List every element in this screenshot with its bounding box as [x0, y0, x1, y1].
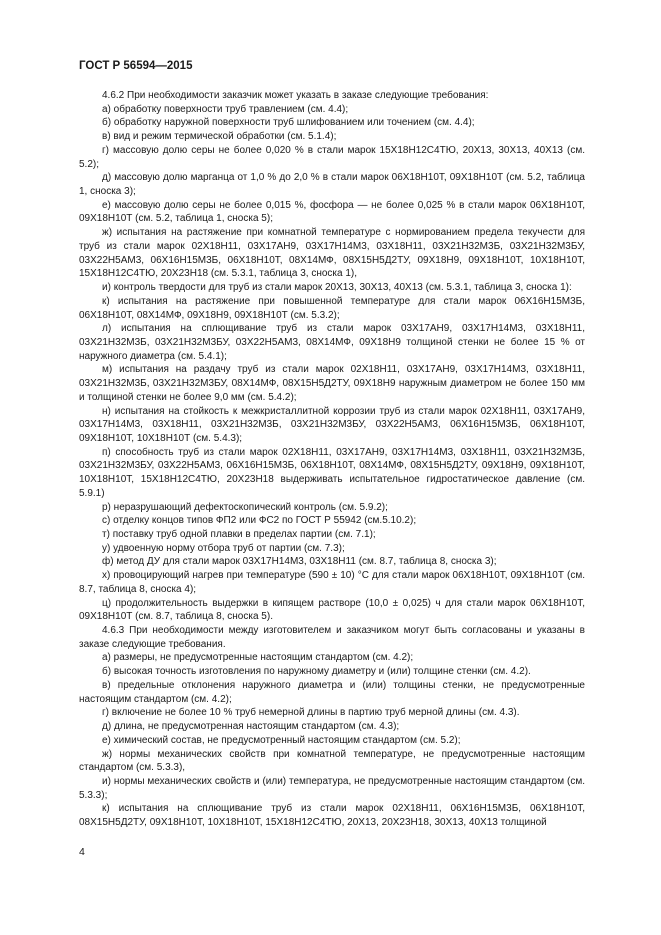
paragraph: х) провоцирующий нагрев при температуре (590 ± 10) °С для стали марок 06Х18Н10Т, 09Х18Н10Т (см. 8.7, таблица 8, сноска 4);: [79, 570, 585, 595]
paragraph: б) обработку наружной поверхности труб шлифованием или точением (см. 4.4);: [102, 117, 475, 129]
page-number: 4: [79, 846, 85, 858]
paragraph: у) удвоенную норму отбора труб от партии (см. 7.3);: [102, 542, 345, 554]
paragraph: п) способность труб из стали марок 02Х18Н11, 03Х17АН9, 03Х17Н14М3, 03Х18Н11, 03Х21Н32М3Б, 03Х21Н32М3БУ, 03Х22Н5АМ3, 06Х16Н15М3Б, 06Х18Н10Т, 08Х14МФ, 08Х15Н5Д2ТУ, 09Х18Н9, 09Х18Н10Т, 10Х18Н10Т, 15Х18Н12С4ТЮ, 20Х23Н18 выдерживать испытательное гидростатическое давление (см. 5.9.1): [79, 446, 585, 499]
paragraph: ф) метод ДУ для стали марок 03Х17Н14М3, 03Х18Н11 (см. 8.7, таблица 8, сноска 3);: [102, 556, 497, 568]
paragraph: н) испытания на стойкость к межкристаллитной коррозии труб из стали марок 02Х18Н11, 03Х17АН9, 03Х17Н14М3, 03Х18Н11, 03Х21Н32М3Б, 03Х21Н32М3БУ, 03Х22Н5АМ3, 06Х16Н15М3Б, 06Х18Н10Т, 09Х18Н10Т, 10Х18Н10Т (см. 5.4.3);: [79, 405, 585, 444]
paragraph: к) испытания на растяжение при повышенной температуре для стали марок 06Х16Н15М3Б, 06Х18Н10Т, 08Х14МФ, 09Х18Н9, 09Х18Н10Т (см. 5.3.2);: [79, 295, 585, 321]
paragraph: в) предельные отклонения наружного диаметра и (или) толщины стенки, не предусмотренные настоящим стандартом (см. 4.2);: [79, 679, 585, 705]
paragraph: и) контроль твердости для труб из стали марок 20Х13, 30Х13, 40Х13 (см. 5.3.1, таблица 3, сноска 1):: [102, 282, 572, 294]
paragraph: 4.6.2 При необходимости заказчик может указать в заказе следующие требования:: [102, 90, 489, 101]
paragraph: а) размеры, не предусмотренные настоящим стандартом (см. 4.2);: [102, 652, 414, 664]
paragraph: т) поставку труб одной плавки в пределах партии (см. 7.1);: [102, 529, 376, 540]
paragraph: б) высокая точность изготовления по наружному диаметру и (или) толщине стенки (см. 4.2).: [102, 666, 531, 678]
paragraph: е) массовую долю серы не более 0,015 %, фосфора — не более 0,025 % в стали марок 06Х18Н10Т, 09Х18Н10Т (см. 5.2, таблица 1, сноска 5);: [79, 199, 585, 225]
paragraph: м) испытания на раздачу труб из стали марок 02Х18Н11, 03Х17АН9, 03Х17Н14М3, 03Х18Н11, 03Х21Н32М3Б, 03Х21Н32М3БУ, 08Х14МФ, 08Х15Н5Д2ТУ, 09Х18Н9 наружным диаметром не более 150 мм и толщиной стенки не более 9,0 мм (см. 5.4.2);: [79, 364, 585, 403]
paragraph: а) обработку поверхности труб травлением (см. 4.4);: [102, 103, 349, 115]
paragraph: г) массовую долю серы не более 0,020 % в стали марок 15Х18Н12С4ТЮ, 20Х13, 30Х13, 40Х13 (см. 5.2);: [79, 144, 585, 170]
paragraph: е) химический состав, не предусмотренный настоящим стандартом (см. 5.2);: [102, 734, 461, 746]
document-body: [79, 89, 585, 830]
paragraph: и) нормы механических свойств и (или) температура, не предусмотренные настоящим стандартом (см. 5.3.3);: [79, 775, 585, 801]
paragraph: д) длина, не предусмотренная настоящим стандартом (см. 4.3);: [102, 721, 400, 733]
paragraph: с) отделку концов типов ФП2 или ФС2 по ГОСТ Р 55942 (см.5.10.2);: [102, 515, 417, 527]
paragraph: ж) испытания на растяжение при комнатной температуре с нормированием предела текучести для труб из стали марок 02Х18Н11, 03Х17АН9, 03Х17Н14М3, 03Х18Н11, 03Х21Н32М3Б, 03Х21Н32М3БУ, 03Х22Н5АМ3, 06Х16Н15М3Б, 06Х18Н10Т, 08Х14МФ, 08Х15Н5Д2ТУ, 09Х18Н9, 09Х18Н10Т, 10Х18Н10Т, 15Х18Н12С4ТЮ, 20Х23Н18 (см. 5.3.1, таблица 3, сноска 1),: [79, 227, 585, 280]
document-header: ГОСТ Р 56594—2015: [79, 60, 193, 72]
paragraph: р) неразрушающий дефектоскопический контроль (см. 5.9.2);: [102, 501, 388, 513]
paragraph: ц) продолжительность выдержки в кипящем растворе (10,0 ± 0,025) ч для стали марок 06Х18Н10Т, 09Х18Н10Т (см. 8.7, таблица 8, сноска 5).: [79, 597, 585, 623]
paragraph: г) включение не более 10 % труб немерной длины в партию труб мерной длины (см. 4.3).: [102, 707, 520, 719]
paragraph: ж) нормы механических свойств при комнатной температуре, не предусмотренные настоящим стандартом (см. 5.3.3),: [79, 748, 585, 774]
paragraph: 4.6.3 При необходимости между изготовителем и заказчиком могут быть согласованы и указаны в заказе следующие требования.: [79, 625, 585, 650]
paragraph: к) испытания на сплющивание труб из стали марок 02Х18Н11, 06Х16Н15М3Б, 06Х18Н10Т, 08Х15Н5Д2ТУ, 09Х18Н10Т, 10Х18Н10Т, 15Х18Н12С4ТЮ, 20Х13, 20Х23Н18, 30Х13, 40Х13 толщиной: [79, 803, 585, 829]
paragraph: в) вид и режим термической обработки (см. 5.1.4);: [102, 131, 337, 143]
paragraph: д) массовую долю марганца от 1,0 % до 2,0 % в стали марок 06Х18Н10Т, 09Х18Н10Т (см. 5.2, таблица 1, сноска 3);: [79, 172, 585, 198]
paragraph: л) испытания на сплющивание труб из стали марок 03Х17АН9, 03Х17Н14М3, 03Х18Н11, 03Х21Н32М3Б, 03Х21Н32М3БУ, 03Х22Н5АМ3, 08Х14МФ, 09Х18Н9 толщиной стенки не более 15 % от наружного диаметра (см. 5.4.1);: [79, 323, 585, 362]
